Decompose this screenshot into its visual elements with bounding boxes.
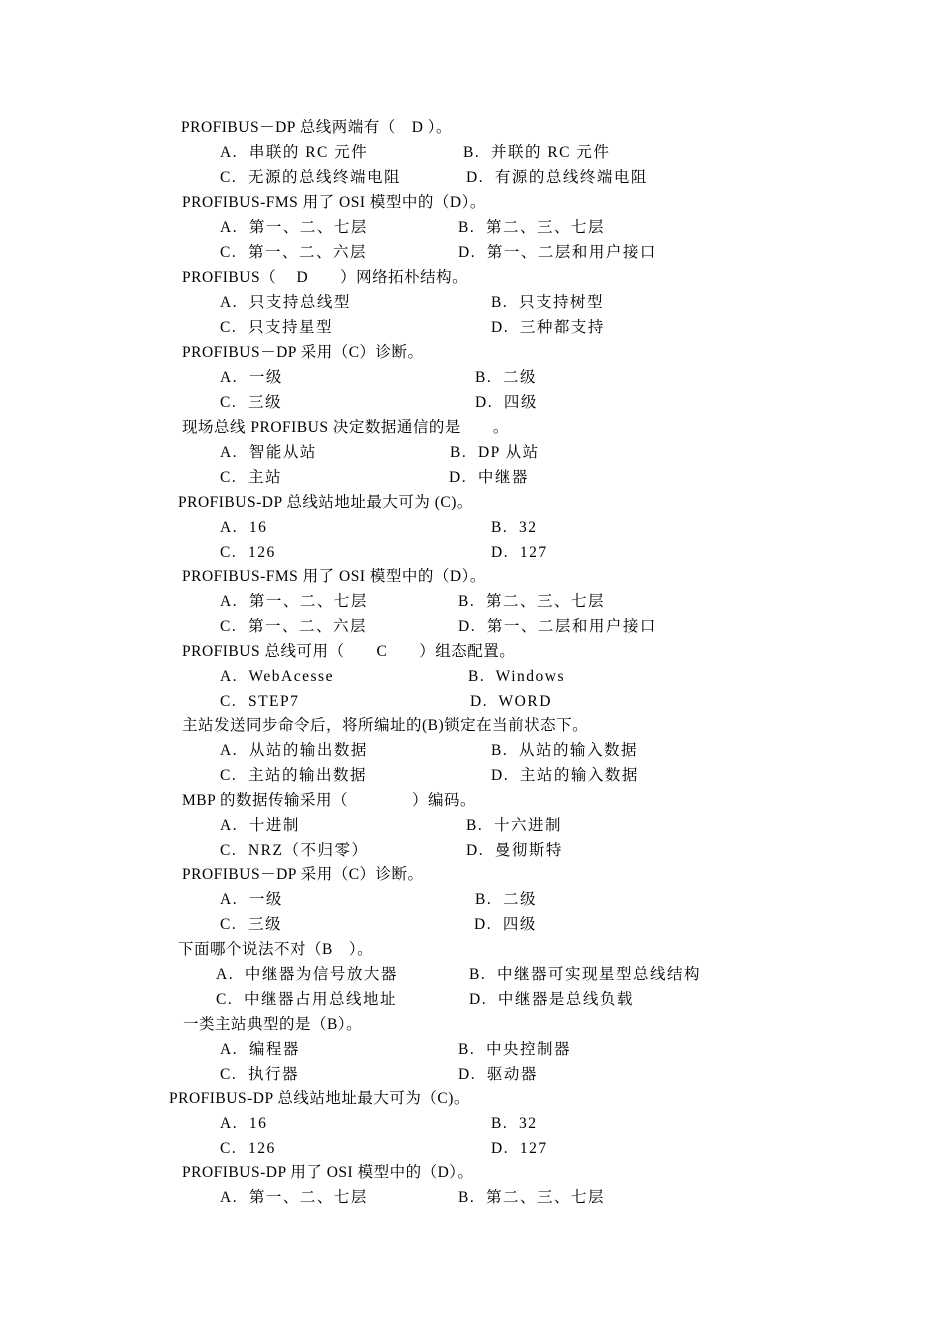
option-d: D. WORD (470, 693, 552, 710)
option-a: A. 16 (220, 1115, 268, 1132)
question-text: 下面哪个说法不对（B ）。 (178, 941, 374, 958)
option-a: A. 十进制 (220, 817, 300, 834)
option-a: A. 第一、二、七层 (220, 593, 368, 610)
option-d: D. 四级 (474, 916, 537, 933)
option-b: B. 中央控制器 (458, 1041, 571, 1058)
option-b: B. 第二、三、七层 (458, 593, 605, 610)
question-text: PROFIBUS－DP 采用（C）诊断。 (182, 344, 424, 361)
option-a: A. 一级 (220, 369, 283, 386)
option-a: A. 智能从站 (220, 444, 317, 461)
option-d: D. 三种都支持 (491, 319, 605, 336)
question-text: PROFIBUS－DP 总线两端有（ D ）。 (181, 119, 453, 136)
option-c: C. 126 (220, 1140, 276, 1157)
question-text: PROFIBUS-DP 总线站地址最大可为 (C)。 (178, 494, 473, 511)
option-b: B. 32 (491, 1115, 538, 1132)
option-c: C. 主站 (220, 469, 282, 486)
option-b: B. 32 (491, 519, 538, 536)
question-text: MBP 的数据传输采用（ ）编码。 (182, 792, 477, 809)
option-b: B. DP 从站 (450, 444, 540, 461)
option-c: C. 执行器 (220, 1066, 299, 1083)
option-c: C. 只支持星型 (220, 319, 333, 336)
option-d: D. 第一、二层和用户接口 (458, 618, 657, 635)
option-d: D. 中继器 (449, 469, 529, 486)
question-text: PROFIBUS－DP 采用（C）诊断。 (182, 866, 424, 883)
option-c: C. NRZ（不归零） (220, 842, 369, 859)
question-text: PROFIBUS-DP 总线站地址最大可为（C)。 (169, 1090, 470, 1107)
option-a: A. 一级 (220, 891, 283, 908)
option-b: B. 中继器可实现星型总线结构 (469, 966, 701, 983)
option-c: C. 中继器占用总线地址 (216, 991, 397, 1008)
option-a: A. 串联的 RC 元件 (220, 144, 369, 161)
option-a: A. 第一、二、七层 (220, 219, 368, 236)
option-d: D. 曼彻斯特 (466, 842, 563, 859)
question-text: PROFIBUS-FMS 用了 OSI 模型中的（D）。 (182, 568, 486, 585)
question-text: 主站发送同步命令后，将所编址的(B)锁定在当前状态下。 (182, 717, 589, 734)
option-d: D. 中继器是总线负载 (469, 991, 634, 1008)
option-b: B. 从站的输入数据 (491, 742, 638, 759)
option-d: D. 第一、二层和用户接口 (458, 244, 657, 261)
option-c: C. STEP7 (220, 693, 300, 710)
option-b: B. 第二、三、七层 (458, 1189, 605, 1206)
option-a: A. 只支持总线型 (220, 294, 351, 311)
option-d: D. 驱动器 (458, 1066, 538, 1083)
question-text: 现场总线 PROFIBUS 决定数据通信的是 。 (182, 419, 509, 436)
option-b: B. 二级 (475, 369, 537, 386)
option-c: C. 三级 (220, 394, 282, 411)
option-d: D. 四级 (475, 394, 538, 411)
option-a: A. 编程器 (220, 1041, 300, 1058)
option-a: A. 中继器为信号放大器 (216, 966, 398, 983)
option-b: B. 十六进制 (466, 817, 562, 834)
question-text: PROFIBUS-DP 用了 OSI 模型中的（D）。 (182, 1164, 474, 1181)
option-c: C. 126 (220, 544, 276, 561)
option-b: B. 二级 (475, 891, 537, 908)
option-c: C. 三级 (220, 916, 282, 933)
option-d: D. 127 (491, 544, 548, 561)
option-d: D. 主站的输入数据 (491, 767, 639, 784)
question-text: 一类主站典型的是（B）。 (183, 1016, 363, 1033)
option-c: C. 无源的总线终端电阻 (220, 169, 401, 186)
option-b: B. 第二、三、七层 (458, 219, 605, 236)
option-a: A. 第一、二、七层 (220, 1189, 368, 1206)
option-c: C. 第一、二、六层 (220, 244, 367, 261)
option-c: C. 主站的输出数据 (220, 767, 367, 784)
option-c: C. 第一、二、六层 (220, 618, 367, 635)
option-b: B. 只支持树型 (491, 294, 604, 311)
option-d: D. 有源的总线终端电阻 (466, 169, 648, 186)
option-b: B. Windows (468, 668, 565, 685)
option-a: A. 从站的输出数据 (220, 742, 368, 759)
question-text: PROFIBUS（ D ）网络拓朴结构。 (182, 269, 469, 286)
option-a: A. WebAcesse (220, 668, 334, 685)
option-a: A. 16 (220, 519, 268, 536)
question-text: PROFIBUS 总线可用（ C ）组态配置。 (182, 643, 516, 660)
question-text: PROFIBUS-FMS 用了 OSI 模型中的（D）。 (182, 194, 486, 211)
option-b: B. 并联的 RC 元件 (463, 144, 611, 161)
option-d: D. 127 (491, 1140, 548, 1157)
